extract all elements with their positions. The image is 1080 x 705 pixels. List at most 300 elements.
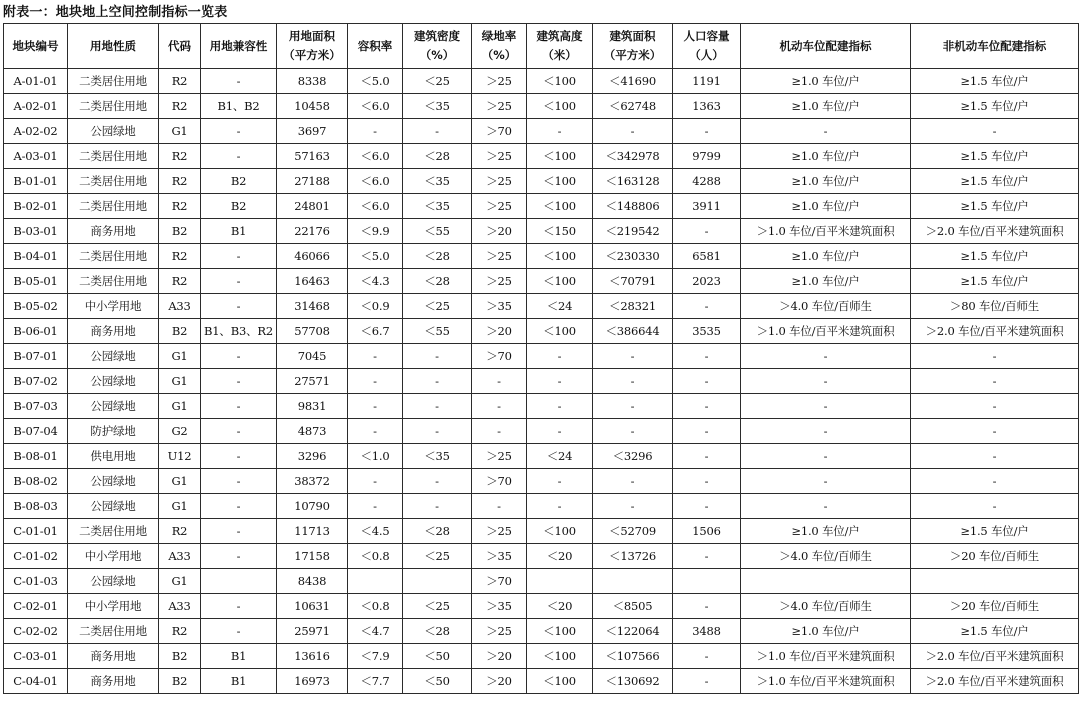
cell-floor-area: ＜62748 bbox=[593, 94, 673, 119]
cell-code: G1 bbox=[159, 119, 201, 144]
cell-floor-area: ＜107566 bbox=[593, 644, 673, 669]
cell-building-density: - bbox=[403, 419, 472, 444]
cell-land-area: 25971 bbox=[277, 619, 348, 644]
cell-building-height: - bbox=[527, 494, 593, 519]
cell-population bbox=[673, 569, 741, 594]
cell-population: - bbox=[673, 669, 741, 694]
cell-vehicle-parking: ≥1.0 车位/户 bbox=[741, 144, 911, 169]
cell-compatibility: - bbox=[201, 294, 277, 319]
cell-building-density: - bbox=[403, 469, 472, 494]
table-body bbox=[4, 69, 1079, 694]
cell-vehicle-parking: ＞1.0 车位/百平米建筑面积 bbox=[741, 219, 911, 244]
cell-vehicle-parking: ＞4.0 车位/百师生 bbox=[741, 294, 911, 319]
cell-building-height: ＜150 bbox=[527, 219, 593, 244]
cell-vehicle-parking: ≥1.0 车位/户 bbox=[741, 269, 911, 294]
cell-population: - bbox=[673, 419, 741, 444]
cell-vehicle-parking: ≥1.0 车位/户 bbox=[741, 244, 911, 269]
cell-vehicle-parking: ＞4.0 车位/百师生 bbox=[741, 594, 911, 619]
header-land-use-line: 用地性质 bbox=[90, 38, 136, 53]
cell-building-density: - bbox=[403, 394, 472, 419]
cell-population: - bbox=[673, 294, 741, 319]
cell-code: G2 bbox=[159, 419, 201, 444]
cell-land-area: 16463 bbox=[277, 269, 348, 294]
cell-vehicle-parking: ≥1.0 车位/户 bbox=[741, 69, 911, 94]
header-parcel-id bbox=[4, 24, 68, 69]
cell-code: B2 bbox=[159, 319, 201, 344]
cell-parcel-id: C-02-02 bbox=[4, 619, 68, 644]
cell-land-area: 10458 bbox=[277, 94, 348, 119]
header-building-height-line: （米） bbox=[542, 48, 577, 62]
cell-compatibility: - bbox=[201, 144, 277, 169]
cell-land-area: 57708 bbox=[277, 319, 348, 344]
header-non-vehicle-parking bbox=[911, 24, 1079, 69]
table-row bbox=[4, 344, 1079, 369]
cell-building-height: ＜24 bbox=[527, 444, 593, 469]
cell-population: - bbox=[673, 119, 741, 144]
table-row bbox=[4, 294, 1079, 319]
cell-vehicle-parking: ＞1.0 车位/百平米建筑面积 bbox=[741, 669, 911, 694]
cell-code: G1 bbox=[159, 344, 201, 369]
cell-vehicle-parking: - bbox=[741, 494, 911, 519]
cell-code: U12 bbox=[159, 444, 201, 469]
cell-green-ratio: ＞25 bbox=[472, 444, 527, 469]
cell-building-density: - bbox=[403, 344, 472, 369]
cell-building-height: ＜20 bbox=[527, 594, 593, 619]
cell-building-height: ＜100 bbox=[527, 619, 593, 644]
cell-parcel-id: B-04-01 bbox=[4, 244, 68, 269]
cell-green-ratio: ＞25 bbox=[472, 619, 527, 644]
cell-land-area: 7045 bbox=[277, 344, 348, 369]
cell-land-area: 16973 bbox=[277, 669, 348, 694]
cell-green-ratio: - bbox=[472, 369, 527, 394]
cell-land-area: 38372 bbox=[277, 469, 348, 494]
cell-building-height: ＜100 bbox=[527, 319, 593, 344]
cell-green-ratio: - bbox=[472, 419, 527, 444]
cell-building-density: ＜25 bbox=[403, 69, 472, 94]
cell-population: 1363 bbox=[673, 94, 741, 119]
cell-population: 3488 bbox=[673, 619, 741, 644]
cell-non-vehicle-parking: ＞2.0 车位/百平米建筑面积 bbox=[911, 669, 1079, 694]
header-green-ratio bbox=[472, 24, 527, 69]
cell-vehicle-parking: - bbox=[741, 444, 911, 469]
cell-green-ratio: ＞20 bbox=[472, 644, 527, 669]
cell-compatibility: - bbox=[201, 419, 277, 444]
cell-green-ratio: ＞70 bbox=[472, 344, 527, 369]
cell-floor-area: ＜28321 bbox=[593, 294, 673, 319]
cell-land-use: 二类居住用地 bbox=[68, 69, 159, 94]
cell-land-area: 22176 bbox=[277, 219, 348, 244]
cell-code: R2 bbox=[159, 519, 201, 544]
cell-green-ratio: ＞25 bbox=[472, 69, 527, 94]
cell-land-area: 27571 bbox=[277, 369, 348, 394]
table-row bbox=[4, 619, 1079, 644]
cell-floor-area: ＜70791 bbox=[593, 269, 673, 294]
cell-green-ratio: ＞35 bbox=[472, 294, 527, 319]
cell-compatibility bbox=[201, 569, 277, 594]
cell-parcel-id: B-05-01 bbox=[4, 269, 68, 294]
header-parcel-id-line: 地块编号 bbox=[12, 38, 59, 53]
header-building-height bbox=[527, 24, 593, 69]
cell-building-height: ＜24 bbox=[527, 294, 593, 319]
cell-compatibility: B2 bbox=[201, 169, 277, 194]
cell-population: 6581 bbox=[673, 244, 741, 269]
cell-building-height: - bbox=[527, 394, 593, 419]
table-row bbox=[4, 669, 1079, 694]
cell-population: 9799 bbox=[673, 144, 741, 169]
cell-non-vehicle-parking: ≥1.5 车位/户 bbox=[911, 69, 1079, 94]
cell-population: 1506 bbox=[673, 519, 741, 544]
cell-floor-area: ＜52709 bbox=[593, 519, 673, 544]
cell-population: - bbox=[673, 369, 741, 394]
cell-far: ＜1.0 bbox=[348, 444, 403, 469]
header-land-area bbox=[277, 24, 348, 69]
cell-compatibility: B2 bbox=[201, 194, 277, 219]
cell-floor-area: ＜230330 bbox=[593, 244, 673, 269]
cell-vehicle-parking: ≥1.0 车位/户 bbox=[741, 194, 911, 219]
header-building-height-line: 建筑高度 bbox=[536, 29, 583, 43]
cell-green-ratio: - bbox=[472, 394, 527, 419]
header-building-density-line: 建筑密度 bbox=[414, 29, 460, 43]
cell-population: - bbox=[673, 494, 741, 519]
cell-compatibility: B1 bbox=[201, 219, 277, 244]
cell-building-height: ＜100 bbox=[527, 519, 593, 544]
header-green-ratio-line: 绿地率 bbox=[481, 29, 517, 43]
cell-land-use: 二类居住用地 bbox=[68, 194, 159, 219]
header-vehicle-parking-line: 机动车位配建指标 bbox=[779, 38, 872, 53]
cell-parcel-id: C-01-01 bbox=[4, 519, 68, 544]
cell-population: - bbox=[673, 344, 741, 369]
cell-parcel-id: B-07-03 bbox=[4, 394, 68, 419]
cell-land-use: 二类居住用地 bbox=[68, 619, 159, 644]
cell-green-ratio: - bbox=[472, 494, 527, 519]
cell-floor-area: - bbox=[593, 369, 673, 394]
cell-far: - bbox=[348, 419, 403, 444]
header-population bbox=[673, 24, 741, 69]
cell-building-density: - bbox=[403, 119, 472, 144]
cell-land-area: 9831 bbox=[277, 394, 348, 419]
cell-floor-area: ＜148806 bbox=[593, 194, 673, 219]
cell-land-use: 公园绿地 bbox=[68, 469, 159, 494]
cell-far: ＜4.5 bbox=[348, 519, 403, 544]
cell-far: - bbox=[348, 344, 403, 369]
cell-parcel-id: B-06-01 bbox=[4, 319, 68, 344]
cell-building-height: ＜100 bbox=[527, 269, 593, 294]
table-row bbox=[4, 594, 1079, 619]
cell-far: ＜0.8 bbox=[348, 594, 403, 619]
cell-compatibility: - bbox=[201, 594, 277, 619]
cell-green-ratio: ＞25 bbox=[472, 194, 527, 219]
cell-building-density: - bbox=[403, 369, 472, 394]
cell-population: - bbox=[673, 544, 741, 569]
cell-building-density: ＜50 bbox=[403, 644, 472, 669]
cell-floor-area: - bbox=[593, 394, 673, 419]
header-non-vehicle-parking-line: 非机动车位配建指标 bbox=[942, 38, 1047, 53]
cell-building-height: ＜100 bbox=[527, 194, 593, 219]
cell-building-height bbox=[527, 569, 593, 594]
cell-code: A33 bbox=[159, 544, 201, 569]
table-row bbox=[4, 94, 1079, 119]
cell-population: 3535 bbox=[673, 319, 741, 344]
cell-compatibility: B1、B2 bbox=[201, 94, 277, 119]
cell-non-vehicle-parking: ≥1.5 车位/户 bbox=[911, 169, 1079, 194]
cell-compatibility: B1 bbox=[201, 644, 277, 669]
cell-building-height: ＜100 bbox=[527, 169, 593, 194]
cell-code: R2 bbox=[159, 619, 201, 644]
header-green-ratio-line: （%） bbox=[481, 48, 517, 62]
table-row bbox=[4, 369, 1079, 394]
cell-compatibility: B1、B3、R2 bbox=[201, 319, 277, 344]
cell-population: 1191 bbox=[673, 69, 741, 94]
cell-green-ratio: ＞25 bbox=[472, 169, 527, 194]
cell-far: ＜6.0 bbox=[348, 144, 403, 169]
cell-building-density: ＜55 bbox=[403, 319, 472, 344]
cell-compatibility: B1 bbox=[201, 669, 277, 694]
cell-green-ratio: ＞70 bbox=[472, 119, 527, 144]
cell-green-ratio: ＞20 bbox=[472, 669, 527, 694]
cell-land-use: 二类居住用地 bbox=[68, 144, 159, 169]
cell-floor-area: - bbox=[593, 494, 673, 519]
cell-land-use: 中小学用地 bbox=[68, 594, 159, 619]
cell-building-density: ＜28 bbox=[403, 269, 472, 294]
cell-building-height: - bbox=[527, 469, 593, 494]
cell-parcel-id: A-01-01 bbox=[4, 69, 68, 94]
cell-compatibility: - bbox=[201, 394, 277, 419]
cell-compatibility: - bbox=[201, 519, 277, 544]
cell-building-height: ＜100 bbox=[527, 244, 593, 269]
cell-parcel-id: B-03-01 bbox=[4, 219, 68, 244]
cell-code: A33 bbox=[159, 594, 201, 619]
cell-far: ＜5.0 bbox=[348, 69, 403, 94]
header-floor-area bbox=[593, 24, 673, 69]
cell-compatibility: - bbox=[201, 69, 277, 94]
cell-far: - bbox=[348, 469, 403, 494]
cell-floor-area: - bbox=[593, 469, 673, 494]
cell-building-density: ＜50 bbox=[403, 669, 472, 694]
cell-population: 3911 bbox=[673, 194, 741, 219]
cell-parcel-id: A-02-01 bbox=[4, 94, 68, 119]
cell-building-height: ＜100 bbox=[527, 144, 593, 169]
table-row bbox=[4, 644, 1079, 669]
cell-land-area: 3296 bbox=[277, 444, 348, 469]
cell-vehicle-parking: - bbox=[741, 394, 911, 419]
cell-population: 4288 bbox=[673, 169, 741, 194]
cell-floor-area: ＜219542 bbox=[593, 219, 673, 244]
cell-code: R2 bbox=[159, 169, 201, 194]
cell-land-use: 公园绿地 bbox=[68, 569, 159, 594]
cell-building-height: - bbox=[527, 369, 593, 394]
cell-parcel-id: B-01-01 bbox=[4, 169, 68, 194]
cell-far: ＜6.0 bbox=[348, 94, 403, 119]
cell-compatibility: - bbox=[201, 494, 277, 519]
cell-land-use: 公园绿地 bbox=[68, 119, 159, 144]
cell-code: A33 bbox=[159, 294, 201, 319]
cell-far: ＜7.7 bbox=[348, 669, 403, 694]
cell-land-area: 11713 bbox=[277, 519, 348, 544]
cell-building-height: ＜20 bbox=[527, 544, 593, 569]
cell-green-ratio: ＞20 bbox=[472, 219, 527, 244]
cell-far: - bbox=[348, 494, 403, 519]
cell-vehicle-parking: ≥1.0 车位/户 bbox=[741, 169, 911, 194]
cell-non-vehicle-parking: - bbox=[911, 344, 1079, 369]
cell-far: ＜4.3 bbox=[348, 269, 403, 294]
cell-compatibility: - bbox=[201, 244, 277, 269]
cell-building-density: ＜28 bbox=[403, 619, 472, 644]
cell-parcel-id: C-03-01 bbox=[4, 644, 68, 669]
cell-floor-area: ＜122064 bbox=[593, 619, 673, 644]
cell-land-area: 10631 bbox=[277, 594, 348, 619]
cell-code: G1 bbox=[159, 394, 201, 419]
cell-non-vehicle-parking: ≥1.5 车位/户 bbox=[911, 194, 1079, 219]
cell-parcel-id: B-07-01 bbox=[4, 344, 68, 369]
cell-parcel-id: B-02-01 bbox=[4, 194, 68, 219]
cell-far: - bbox=[348, 119, 403, 144]
cell-far: ＜4.7 bbox=[348, 619, 403, 644]
cell-floor-area: - bbox=[593, 419, 673, 444]
cell-code: R2 bbox=[159, 144, 201, 169]
cell-land-use: 商务用地 bbox=[68, 644, 159, 669]
cell-code: B2 bbox=[159, 219, 201, 244]
cell-green-ratio: ＞70 bbox=[472, 469, 527, 494]
cell-far: ＜6.0 bbox=[348, 169, 403, 194]
header-far bbox=[348, 24, 403, 69]
cell-building-density bbox=[403, 569, 472, 594]
cell-building-density: ＜28 bbox=[403, 244, 472, 269]
table-row bbox=[4, 419, 1079, 444]
cell-non-vehicle-parking: - bbox=[911, 469, 1079, 494]
cell-land-use: 二类居住用地 bbox=[68, 169, 159, 194]
cell-far: ＜6.7 bbox=[348, 319, 403, 344]
cell-parcel-id: C-01-02 bbox=[4, 544, 68, 569]
header-code-line: 代码 bbox=[168, 38, 191, 53]
cell-building-density: ＜25 bbox=[403, 594, 472, 619]
table-row bbox=[4, 69, 1079, 94]
cell-parcel-id: B-07-04 bbox=[4, 419, 68, 444]
document-title: 附表一：地块地上空间控制指标一览表 bbox=[3, 5, 228, 20]
cell-far: ＜5.0 bbox=[348, 244, 403, 269]
cell-floor-area: ＜8505 bbox=[593, 594, 673, 619]
cell-building-height: ＜100 bbox=[527, 644, 593, 669]
table-row bbox=[4, 569, 1079, 594]
cell-land-use: 公园绿地 bbox=[68, 494, 159, 519]
cell-vehicle-parking: ＞1.0 车位/百平米建筑面积 bbox=[741, 319, 911, 344]
cell-floor-area: ＜163128 bbox=[593, 169, 673, 194]
cell-population: - bbox=[673, 469, 741, 494]
header-population-line: （人） bbox=[689, 48, 724, 62]
cell-building-density: ＜35 bbox=[403, 194, 472, 219]
cell-green-ratio: ＞25 bbox=[472, 269, 527, 294]
cell-floor-area: ＜342978 bbox=[593, 144, 673, 169]
cell-land-use: 商务用地 bbox=[68, 219, 159, 244]
cell-population: - bbox=[673, 219, 741, 244]
cell-land-use: 二类居住用地 bbox=[68, 269, 159, 294]
cell-far: ＜9.9 bbox=[348, 219, 403, 244]
cell-vehicle-parking: ≥1.0 车位/户 bbox=[741, 619, 911, 644]
cell-land-use: 公园绿地 bbox=[68, 394, 159, 419]
table-row bbox=[4, 144, 1079, 169]
cell-non-vehicle-parking: ＞2.0 车位/百平米建筑面积 bbox=[911, 219, 1079, 244]
cell-non-vehicle-parking: ≥1.5 车位/户 bbox=[911, 244, 1079, 269]
cell-building-height: ＜100 bbox=[527, 69, 593, 94]
cell-parcel-id: C-04-01 bbox=[4, 669, 68, 694]
cell-land-area: 31468 bbox=[277, 294, 348, 319]
cell-parcel-id: C-02-01 bbox=[4, 594, 68, 619]
cell-far: ＜6.0 bbox=[348, 194, 403, 219]
cell-green-ratio: ＞20 bbox=[472, 319, 527, 344]
cell-parcel-id: B-08-03 bbox=[4, 494, 68, 519]
cell-green-ratio: ＞35 bbox=[472, 544, 527, 569]
header-compatibility-line: 用地兼容性 bbox=[209, 38, 268, 53]
cell-code: B2 bbox=[159, 644, 201, 669]
cell-vehicle-parking: ＞4.0 车位/百师生 bbox=[741, 544, 911, 569]
header-compatibility bbox=[201, 24, 277, 69]
cell-population: - bbox=[673, 594, 741, 619]
header-floor-area-line: （平方米） bbox=[603, 48, 662, 62]
cell-building-height: ＜100 bbox=[527, 669, 593, 694]
cell-building-height: ＜100 bbox=[527, 94, 593, 119]
cell-building-density: ＜28 bbox=[403, 519, 472, 544]
cell-building-height: - bbox=[527, 419, 593, 444]
cell-code: R2 bbox=[159, 94, 201, 119]
cell-building-density: ＜25 bbox=[403, 294, 472, 319]
cell-floor-area: ＜130692 bbox=[593, 669, 673, 694]
cell-parcel-id: A-03-01 bbox=[4, 144, 68, 169]
header-building-density bbox=[403, 24, 472, 69]
cell-land-use: 供电用地 bbox=[68, 444, 159, 469]
cell-vehicle-parking: - bbox=[741, 469, 911, 494]
cell-far: ＜0.9 bbox=[348, 294, 403, 319]
cell-land-area: 24801 bbox=[277, 194, 348, 219]
cell-code: G1 bbox=[159, 569, 201, 594]
cell-vehicle-parking: ＞1.0 车位/百平米建筑面积 bbox=[741, 644, 911, 669]
header-land-use bbox=[68, 24, 159, 69]
cell-floor-area: ＜41690 bbox=[593, 69, 673, 94]
cell-parcel-id: B-08-01 bbox=[4, 444, 68, 469]
cell-land-use: 二类居住用地 bbox=[68, 94, 159, 119]
cell-compatibility: - bbox=[201, 369, 277, 394]
table-row bbox=[4, 494, 1079, 519]
cell-building-density: ＜28 bbox=[403, 144, 472, 169]
cell-far: ＜7.9 bbox=[348, 644, 403, 669]
cell-green-ratio: ＞25 bbox=[472, 244, 527, 269]
header-vehicle-parking bbox=[741, 24, 911, 69]
cell-code: R2 bbox=[159, 244, 201, 269]
table-row bbox=[4, 194, 1079, 219]
cell-code: G1 bbox=[159, 494, 201, 519]
header-far-line: 容积率 bbox=[357, 38, 393, 53]
cell-floor-area: ＜13726 bbox=[593, 544, 673, 569]
cell-non-vehicle-parking: ＞2.0 车位/百平米建筑面积 bbox=[911, 319, 1079, 344]
cell-vehicle-parking: - bbox=[741, 369, 911, 394]
cell-parcel-id: B-07-02 bbox=[4, 369, 68, 394]
cell-land-use: 二类居住用地 bbox=[68, 244, 159, 269]
cell-land-area: 10790 bbox=[277, 494, 348, 519]
cell-far: - bbox=[348, 369, 403, 394]
cell-non-vehicle-parking: ≥1.5 车位/户 bbox=[911, 269, 1079, 294]
cell-code: G1 bbox=[159, 469, 201, 494]
cell-non-vehicle-parking: ≥1.5 车位/户 bbox=[911, 519, 1079, 544]
cell-land-area: 57163 bbox=[277, 144, 348, 169]
cell-non-vehicle-parking: - bbox=[911, 494, 1079, 519]
cell-non-vehicle-parking: ＞20 车位/百师生 bbox=[911, 594, 1079, 619]
header-land-area-line: （平方米） bbox=[283, 48, 341, 62]
cell-code: R2 bbox=[159, 69, 201, 94]
cell-land-area: 13616 bbox=[277, 644, 348, 669]
cell-land-use: 商务用地 bbox=[68, 319, 159, 344]
cell-green-ratio: ＞70 bbox=[472, 569, 527, 594]
cell-green-ratio: ＞25 bbox=[472, 519, 527, 544]
cell-population: - bbox=[673, 444, 741, 469]
cell-floor-area: - bbox=[593, 344, 673, 369]
